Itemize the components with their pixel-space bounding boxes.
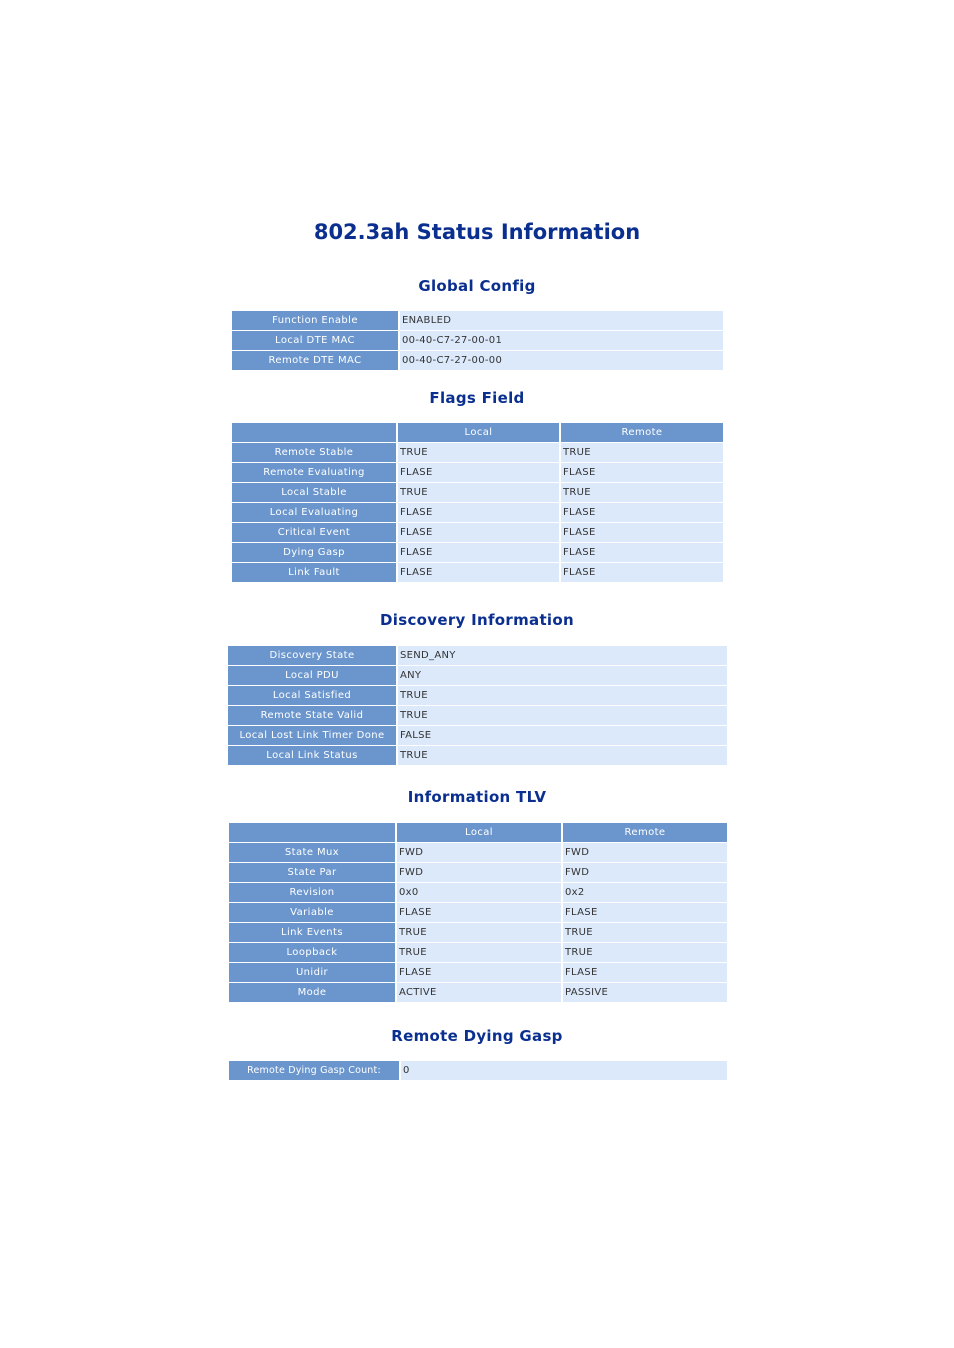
row-value: ANY bbox=[396, 666, 727, 685]
page-title: 802.3ah Status Information bbox=[313, 220, 641, 244]
header-remote: Remote bbox=[561, 823, 727, 842]
row-label: Local Lost Link Timer Done bbox=[228, 726, 396, 745]
table-row bbox=[229, 943, 727, 962]
row-local-value: FLASE bbox=[395, 963, 561, 982]
row-remote-value: FLASE bbox=[561, 903, 727, 922]
row-value: TRUE bbox=[396, 746, 727, 765]
row-remote-value: TRUE bbox=[559, 483, 723, 502]
table-row bbox=[229, 843, 727, 862]
row-label: Dying Gasp bbox=[232, 543, 396, 562]
row-label: Mode bbox=[229, 983, 395, 1002]
row-remote-value: FLASE bbox=[559, 543, 723, 562]
row-remote-value: FWD bbox=[561, 843, 727, 862]
header-remote: Remote bbox=[559, 423, 723, 442]
table-row bbox=[228, 686, 727, 705]
table-row bbox=[228, 666, 727, 685]
row-value: 00-40-C7-27-00-01 bbox=[398, 331, 723, 350]
row-local-value: FLASE bbox=[396, 523, 559, 542]
remote-dying-gasp-table bbox=[229, 1060, 727, 1081]
table-row bbox=[232, 463, 723, 482]
table-row bbox=[228, 746, 727, 765]
table-row bbox=[232, 563, 723, 582]
header-blank bbox=[229, 823, 395, 842]
discovery-information-table bbox=[228, 645, 727, 766]
row-local-value: 0x0 bbox=[395, 883, 561, 902]
row-remote-value: FLASE bbox=[561, 963, 727, 982]
row-local-value: FLASE bbox=[396, 543, 559, 562]
row-remote-value: PASSIVE bbox=[561, 983, 727, 1002]
global-config-title: Global Config bbox=[418, 277, 536, 295]
remote-dying-gasp-title: Remote Dying Gasp bbox=[391, 1027, 563, 1045]
table-row bbox=[232, 331, 723, 350]
table-row bbox=[228, 646, 727, 665]
row-label: Remote Evaluating bbox=[232, 463, 396, 482]
row-remote-value: FLASE bbox=[559, 563, 723, 582]
row-label: Local Link Status bbox=[228, 746, 396, 765]
row-local-value: FLASE bbox=[395, 903, 561, 922]
row-label: Link Events bbox=[229, 923, 395, 942]
table-row bbox=[232, 351, 723, 370]
row-remote-value: TRUE bbox=[561, 943, 727, 962]
row-value: SEND_ANY bbox=[396, 646, 727, 665]
table-row bbox=[232, 503, 723, 522]
table-row bbox=[229, 1061, 727, 1080]
row-local-value: FLASE bbox=[396, 463, 559, 482]
table-row bbox=[232, 483, 723, 502]
row-label: Local PDU bbox=[228, 666, 396, 685]
row-local-value: FLASE bbox=[396, 503, 559, 522]
row-label: Remote State Valid bbox=[228, 706, 396, 725]
table-row bbox=[228, 726, 727, 745]
row-label: Link Fault bbox=[232, 563, 396, 582]
row-local-value: FWD bbox=[395, 863, 561, 882]
row-local-value: FLASE bbox=[396, 563, 559, 582]
flags-field-title: Flags Field bbox=[429, 389, 525, 407]
table-row bbox=[228, 706, 727, 725]
row-label: Local Stable bbox=[232, 483, 396, 502]
header-local: Local bbox=[396, 423, 559, 442]
row-remote-value: FWD bbox=[561, 863, 727, 882]
row-value: 00-40-C7-27-00-00 bbox=[398, 351, 723, 370]
row-local-value: ACTIVE bbox=[395, 983, 561, 1002]
table-header-row bbox=[232, 423, 723, 442]
table-row bbox=[229, 883, 727, 902]
row-value: 0 bbox=[399, 1061, 727, 1080]
row-label: State Mux bbox=[229, 843, 395, 862]
global-config-table bbox=[232, 310, 723, 371]
header-local: Local bbox=[395, 823, 561, 842]
row-local-value: TRUE bbox=[396, 443, 559, 462]
row-remote-value: TRUE bbox=[559, 443, 723, 462]
information-tlv-table bbox=[229, 822, 727, 1003]
table-row bbox=[232, 543, 723, 562]
row-label: Revision bbox=[229, 883, 395, 902]
table-row bbox=[229, 923, 727, 942]
row-value: FALSE bbox=[396, 726, 727, 745]
row-value: ENABLED bbox=[398, 311, 723, 330]
table-row bbox=[232, 311, 723, 330]
row-label: Unidir bbox=[229, 963, 395, 982]
row-label: State Par bbox=[229, 863, 395, 882]
table-row bbox=[229, 983, 727, 1002]
flags-field-table bbox=[232, 422, 723, 583]
table-row bbox=[232, 523, 723, 542]
row-label: Remote Dying Gasp Count: bbox=[229, 1061, 399, 1080]
row-value: TRUE bbox=[396, 706, 727, 725]
row-local-value: TRUE bbox=[395, 943, 561, 962]
header-blank bbox=[232, 423, 396, 442]
table-row bbox=[232, 443, 723, 462]
information-tlv-title: Information TLV bbox=[407, 788, 547, 806]
row-label: Discovery State bbox=[228, 646, 396, 665]
row-remote-value: TRUE bbox=[561, 923, 727, 942]
row-value: TRUE bbox=[396, 686, 727, 705]
discovery-information-title: Discovery Information bbox=[380, 611, 574, 629]
table-header-row bbox=[229, 823, 727, 842]
row-label: Remote DTE MAC bbox=[232, 351, 398, 370]
row-remote-value: FLASE bbox=[559, 523, 723, 542]
row-label: Function Enable bbox=[232, 311, 398, 330]
row-local-value: TRUE bbox=[396, 483, 559, 502]
row-label: Loopback bbox=[229, 943, 395, 962]
table-row bbox=[229, 863, 727, 882]
row-remote-value: 0x2 bbox=[561, 883, 727, 902]
row-label: Critical Event bbox=[232, 523, 396, 542]
table-row bbox=[229, 963, 727, 982]
row-label: Local Evaluating bbox=[232, 503, 396, 522]
row-label: Local DTE MAC bbox=[232, 331, 398, 350]
row-local-value: TRUE bbox=[395, 923, 561, 942]
row-label: Remote Stable bbox=[232, 443, 396, 462]
row-remote-value: FLASE bbox=[559, 463, 723, 482]
row-local-value: FWD bbox=[395, 843, 561, 862]
row-label: Variable bbox=[229, 903, 395, 922]
table-row bbox=[229, 903, 727, 922]
row-label: Local Satisfied bbox=[228, 686, 396, 705]
row-remote-value: FLASE bbox=[559, 503, 723, 522]
